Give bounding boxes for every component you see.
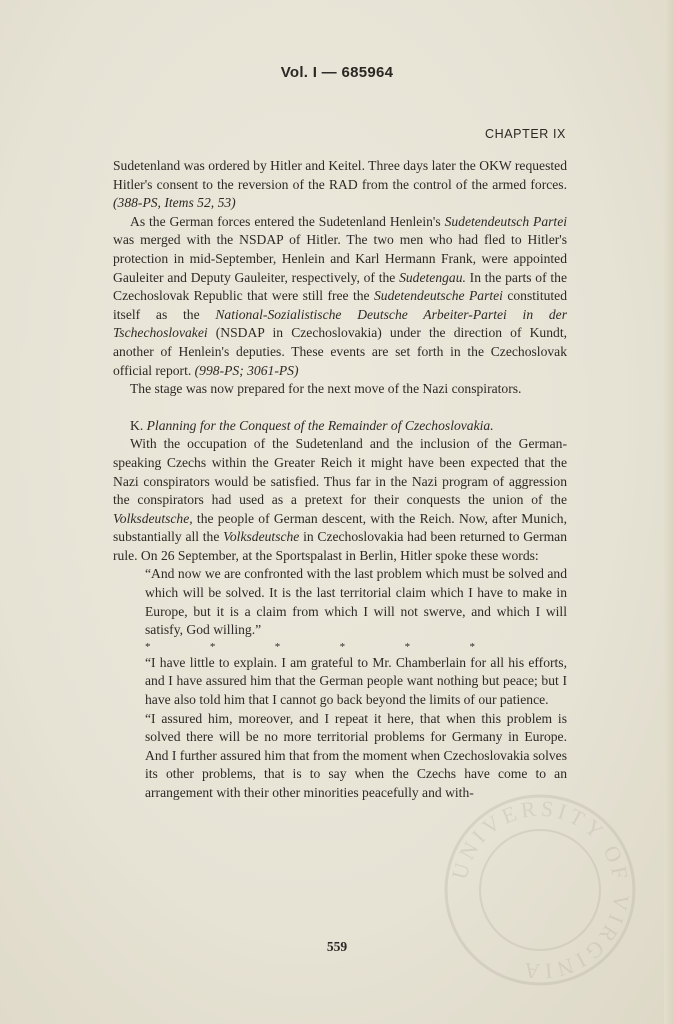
quote-paragraph: “And now we are confronted with the last problem which must be solved and which will be solved. It is the last territorial claim which I have to make in Europe, but it is a claim from which I will not swerve, and which I will satisfy, God willing.” [145,566,567,638]
italic-run: (388-PS, Items 52, 53) [113,195,236,211]
asterisk: * [469,640,475,653]
text-run: in Czechoslovakia had been returned to German rule. On 26 September, at the Sportspalast in Berlin, Hitler spoke these words: [113,529,568,563]
asterisk: * [339,640,346,653]
paragraph [113,435,567,565]
text-run: The stage was now prepared for the next move of the Nazi conspirators. [130,381,522,397]
chapter-heading: CHAPTER IX [484,127,566,141]
block-quote [145,565,567,639]
italic-run: Planning for the Conquest of the Remainder of Czechoslovakia. [146,417,494,433]
block-quote [145,654,567,803]
text-run: the people of German descent, with the Reich. Now, after Munich, substantially all the [113,510,567,545]
section-heading [113,417,567,436]
italic-run: Volksdeutsche, [113,510,193,526]
university-seal-watermark [440,790,640,990]
paragraph [113,157,567,213]
page-number: 559 [326,939,348,954]
text-run: K. [130,417,147,433]
asterisk: * [209,640,216,653]
text-run: (NSDAP in Czechoslovakia) under the direction of Kundt, another of Henlein's deputies. These events are set forth in the Czechoslovak official report. [113,325,567,378]
quote-paragraph: “I assured him, moreover, and I repeat it here, that when this problem is solved there will be no more territorial problems for Germany in Europe. And I further assured him that from the moment when Czechoslovakia solves its other problems, that is to say when the Czechs have come to an arrangement with their other minorities peacefully and with- [145,710,567,800]
asterisk: * [274,640,281,653]
asterisk: * [145,640,151,653]
text-run: constituted itself as the [113,288,567,322]
italic-run: Sudetendeutsche Partei [373,288,503,304]
italic-run: Sudetengau. [399,269,466,285]
page-edge [664,0,674,1024]
italic-run: Volksdeutsche [223,529,300,545]
text-run: Sudetenland was ordered by Hitler and Keitel. Three days later the OKW requested Hitler's consent to the reversion of the RAD from the control of the armed forces. [113,158,567,192]
asterisk: * [404,640,411,653]
paragraph [113,380,567,399]
paragraph [113,213,567,380]
text-run: With the occupation of the Sudetenland and the inclusion of the German-speaking Czechs within the Greater Reich it might have been expected that the Nazi conspirators would be satisfied. Thus far in the Nazi program of aggression the conspirators had used as a pretext for their conquests the union of the [113,436,567,508]
italic-run: National-Sozialistische Deutsche Arbeiter-Partei in der Tschechoslovakei [113,306,567,341]
italic-run: (998-PS; 3061-PS) [194,362,299,378]
text-run: was merged with the NSDAP of Hitler. The two men who had fled to Hitler's protection in mid-September, Henlein and Karl Hermann Frank, were appointed Gauleiter and Deputy Gauleiter, respectively, of the [113,232,567,285]
text-run: As the German forces entered the Sudetenland Henlein's [130,213,445,229]
asterisk-separator [145,640,475,654]
italic-run: Sudetendeutsch Partei [444,213,568,229]
body-text [113,157,567,803]
seal-text: UNIVERSITY OF VIRGINIA [446,795,635,985]
quote-paragraph: “I have little to explain. I am grateful to Mr. Chamberlain for all his efforts, and I have assured him that the German people want nothing but peace; but I have also told him that I cannot go back beyond the limits of our patience. [145,654,567,708]
running-head: Vol. I — 685964 [280,64,394,81]
section-gap [113,399,567,417]
text-run: In the parts of the Czechoslovak Republic that were still free the [113,269,567,304]
